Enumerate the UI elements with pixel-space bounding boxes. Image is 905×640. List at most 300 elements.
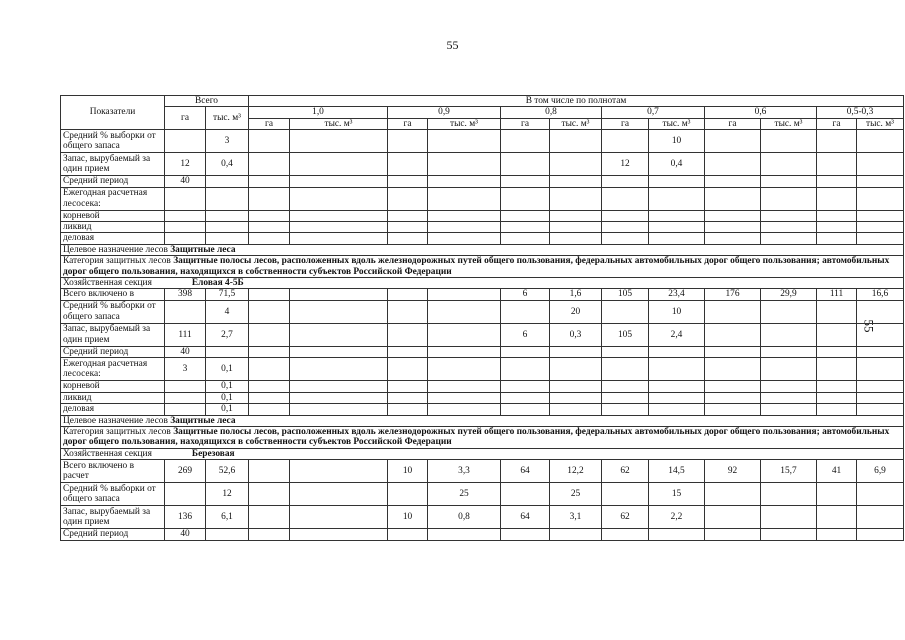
table-cell: 3 <box>206 130 249 153</box>
table-cell <box>249 130 290 153</box>
table-cell <box>428 222 501 233</box>
table-cell <box>761 346 817 357</box>
table-cell <box>550 392 602 403</box>
table-cell: 14,5 <box>649 460 705 483</box>
table-cell <box>761 222 817 233</box>
table-cell <box>290 153 388 176</box>
row-label: Средний период <box>61 346 165 357</box>
table-cell <box>817 300 857 323</box>
table-cell <box>649 392 705 403</box>
table-cell <box>817 506 857 529</box>
table-cell <box>817 176 857 187</box>
table-cell <box>602 529 649 540</box>
table-cell <box>550 130 602 153</box>
table-cell <box>602 233 649 244</box>
table-cell: 71,5 <box>206 289 249 300</box>
table-cell: 12 <box>602 153 649 176</box>
table-cell <box>428 404 501 415</box>
table-cell <box>761 358 817 381</box>
table-cell <box>428 358 501 381</box>
table-cell <box>705 392 761 403</box>
table-cell <box>388 404 428 415</box>
table-cell <box>290 483 388 506</box>
header-m3: тыс. м³ <box>761 118 817 129</box>
table-cell <box>705 187 761 210</box>
table-cell: 0,1 <box>206 392 249 403</box>
table-row <box>61 529 904 540</box>
table-cell: 23,4 <box>649 289 705 300</box>
table-cell <box>649 529 705 540</box>
table-cell <box>501 222 550 233</box>
table-cell <box>857 210 904 221</box>
table-cell <box>428 529 501 540</box>
table-cell <box>428 130 501 153</box>
table-cell <box>501 176 550 187</box>
table-cell: 136 <box>165 506 206 529</box>
table-cell <box>290 358 388 381</box>
table-cell <box>249 529 290 540</box>
table-cell <box>249 392 290 403</box>
table-cell <box>550 381 602 392</box>
table-cell <box>388 358 428 381</box>
table-cell <box>761 130 817 153</box>
table-cell: 6,9 <box>857 460 904 483</box>
header-m3: тыс. м³ <box>649 118 705 129</box>
section-category <box>61 426 904 448</box>
table-cell <box>649 210 705 221</box>
table-cell <box>857 358 904 381</box>
table-cell <box>249 187 290 210</box>
row-label: деловая <box>61 404 165 415</box>
table-cell <box>817 404 857 415</box>
page-number: 55 <box>446 38 459 52</box>
table-cell <box>705 483 761 506</box>
table-cell <box>388 346 428 357</box>
table-cell: 105 <box>602 323 649 346</box>
table-cell: 40 <box>165 529 206 540</box>
table-cell <box>649 176 705 187</box>
table-cell <box>705 346 761 357</box>
table-cell <box>602 222 649 233</box>
table-cell <box>550 187 602 210</box>
table-cell: 3,3 <box>428 460 501 483</box>
side-page-number: 55 <box>861 319 877 333</box>
table-cell <box>857 187 904 210</box>
table-cell <box>165 130 206 153</box>
table-cell <box>428 323 501 346</box>
table-cell <box>206 529 249 540</box>
row-label: корневой <box>61 210 165 221</box>
table-cell: 41 <box>817 460 857 483</box>
table-row <box>61 381 904 392</box>
table-cell <box>857 130 904 153</box>
row-label: Средний % выборки от общего запаса <box>61 130 165 153</box>
section-purpose-row <box>61 244 904 255</box>
table-cell: 6 <box>501 289 550 300</box>
table-cell <box>705 210 761 221</box>
table-row <box>61 346 904 357</box>
table-cell <box>857 529 904 540</box>
table-cell: 6 <box>501 323 550 346</box>
table-cell: 64 <box>501 460 550 483</box>
table-cell <box>290 222 388 233</box>
table-cell <box>761 506 817 529</box>
table-row <box>61 358 904 381</box>
header-indicators: Показатели <box>61 96 165 130</box>
table-cell <box>290 300 388 323</box>
row-label: Средний период <box>61 176 165 187</box>
table-cell: 0,3 <box>550 323 602 346</box>
table-cell <box>165 381 206 392</box>
table-cell <box>705 153 761 176</box>
table-cell <box>290 130 388 153</box>
table-cell <box>501 404 550 415</box>
table-cell <box>249 300 290 323</box>
table-cell <box>290 392 388 403</box>
table-cell <box>249 358 290 381</box>
row-label: Запас, вырубаемый за один прием <box>61 323 165 346</box>
section-purpose-row <box>61 415 904 426</box>
header-total-m3: тыс. м³ <box>206 107 249 130</box>
table-cell <box>857 233 904 244</box>
table-row <box>61 483 904 506</box>
table-cell: 16,6 <box>857 289 904 300</box>
table-cell <box>550 529 602 540</box>
table-cell: 0,4 <box>649 153 705 176</box>
table-cell: 10 <box>649 130 705 153</box>
table-cell <box>165 233 206 244</box>
table-cell <box>206 176 249 187</box>
table-cell: 40 <box>165 176 206 187</box>
table-cell <box>550 346 602 357</box>
table-cell <box>501 300 550 323</box>
row-label: Средний % выборки от общего запаса <box>61 483 165 506</box>
table-cell <box>817 529 857 540</box>
row-label: деловая <box>61 233 165 244</box>
table-cell: 40 <box>165 346 206 357</box>
table-cell <box>165 300 206 323</box>
section-category-label: Категория защитных лесов <box>63 426 171 437</box>
table-cell <box>602 187 649 210</box>
section-category-row <box>61 256 904 278</box>
section-purpose <box>61 415 904 426</box>
table-cell <box>649 233 705 244</box>
table-cell: 398 <box>165 289 206 300</box>
table-cell <box>165 210 206 221</box>
table-cell <box>857 392 904 403</box>
table-cell <box>388 187 428 210</box>
table-cell <box>705 130 761 153</box>
header-density: 0,8 <box>501 107 602 118</box>
table-row <box>61 289 904 300</box>
table-cell <box>857 153 904 176</box>
table-cell <box>761 392 817 403</box>
section-purpose-label: Целевое назначение лесов <box>63 415 168 426</box>
header-m3: тыс. м³ <box>550 118 602 129</box>
table-cell: 10 <box>388 460 428 483</box>
table-cell <box>705 529 761 540</box>
table-cell <box>428 392 501 403</box>
table-cell <box>705 300 761 323</box>
table-cell <box>817 392 857 403</box>
table-cell <box>501 233 550 244</box>
table-cell <box>428 346 501 357</box>
table-cell <box>857 323 904 346</box>
table-cell <box>249 460 290 483</box>
table-row <box>61 222 904 233</box>
table-cell: 269 <box>165 460 206 483</box>
table-cell <box>501 529 550 540</box>
table-row <box>61 210 904 221</box>
table-cell <box>290 506 388 529</box>
table-cell: 1,6 <box>550 289 602 300</box>
table-cell <box>817 210 857 221</box>
table-cell <box>761 153 817 176</box>
table-cell <box>428 289 501 300</box>
table-cell: 111 <box>165 323 206 346</box>
table-cell <box>249 323 290 346</box>
table-cell <box>428 187 501 210</box>
table-cell: 6,1 <box>206 506 249 529</box>
table-cell <box>817 222 857 233</box>
table-cell: 20 <box>550 300 602 323</box>
table-cell <box>206 187 249 210</box>
table-cell <box>249 176 290 187</box>
row-label: Запас, вырубаемый за один прием <box>61 506 165 529</box>
table-cell <box>388 300 428 323</box>
table-cell <box>249 506 290 529</box>
header-m3: тыс. м³ <box>428 118 501 129</box>
table-row <box>61 392 904 403</box>
header-density: 0,9 <box>388 107 501 118</box>
table-cell <box>602 176 649 187</box>
section-purpose-value: Защитные леса <box>170 415 236 426</box>
table-cell <box>206 210 249 221</box>
table-cell <box>761 323 817 346</box>
table-cell <box>602 483 649 506</box>
table-cell <box>428 210 501 221</box>
table-cell <box>602 392 649 403</box>
row-label: ликвид <box>61 392 165 403</box>
table-row <box>61 404 904 415</box>
section-name-label: Хозяйственная секция <box>63 278 152 289</box>
table-cell <box>206 346 249 357</box>
table-cell <box>761 404 817 415</box>
section-name-row <box>61 448 904 459</box>
table-cell <box>705 404 761 415</box>
table-cell <box>857 506 904 529</box>
table-cell: 64 <box>501 506 550 529</box>
table-row <box>61 187 904 210</box>
table-cell <box>817 483 857 506</box>
table-cell <box>761 233 817 244</box>
table-cell <box>857 222 904 233</box>
table-row <box>61 506 904 529</box>
section-name <box>61 278 904 289</box>
table-cell <box>428 153 501 176</box>
table-cell: 29,9 <box>761 289 817 300</box>
table-cell: 2,2 <box>649 506 705 529</box>
table-cell <box>388 529 428 540</box>
table-cell <box>501 130 550 153</box>
table-cell <box>761 210 817 221</box>
table-cell <box>290 210 388 221</box>
table-cell: 12 <box>206 483 249 506</box>
table-cell <box>249 289 290 300</box>
table-cell <box>602 358 649 381</box>
table-cell <box>761 187 817 210</box>
row-label: ликвид <box>61 222 165 233</box>
table-cell <box>249 381 290 392</box>
section-name-value: Еловая 4-5Б <box>191 278 244 289</box>
table-cell <box>501 483 550 506</box>
table-cell <box>857 176 904 187</box>
table-cell <box>290 460 388 483</box>
table-cell <box>501 153 550 176</box>
table-cell <box>817 381 857 392</box>
table-cell <box>550 210 602 221</box>
section-category-value: Защитные полосы лесов, расположенных вдоль железнодорожных путей общего пользования, федеральных автомобильных дорог общего пользования; автомобильных дорог общего пользования, находящихся в собственности субъектов Российской Федерации <box>63 256 890 277</box>
table-cell <box>602 130 649 153</box>
header-total: Всего <box>165 96 249 107</box>
header-density: 0,6 <box>705 107 817 118</box>
table-cell <box>249 233 290 244</box>
table-cell <box>817 187 857 210</box>
table-cell: 15,7 <box>761 460 817 483</box>
table-cell <box>649 381 705 392</box>
table-cell <box>550 222 602 233</box>
table-cell <box>290 381 388 392</box>
section-purpose <box>61 244 904 255</box>
table-cell: 0,1 <box>206 381 249 392</box>
table-cell <box>649 404 705 415</box>
table-cell <box>388 222 428 233</box>
header-ha: га <box>705 118 761 129</box>
row-label: Запас, вырубаемый за один прием <box>61 153 165 176</box>
table-cell <box>761 176 817 187</box>
table-cell: 62 <box>602 506 649 529</box>
table-cell <box>249 222 290 233</box>
table-cell: 62 <box>602 460 649 483</box>
section-name-value: Березовая <box>191 448 235 459</box>
table-cell <box>501 210 550 221</box>
table-cell <box>817 358 857 381</box>
header-ha: га <box>501 118 550 129</box>
header-density: 0,7 <box>602 107 705 118</box>
header-total-ha: га <box>165 107 206 130</box>
table-cell <box>428 233 501 244</box>
table-cell <box>705 323 761 346</box>
table-cell <box>705 506 761 529</box>
table-cell <box>428 381 501 392</box>
table-cell <box>165 483 206 506</box>
table-cell: 0,8 <box>428 506 501 529</box>
table-cell <box>290 529 388 540</box>
row-label: корневой <box>61 381 165 392</box>
table-cell: 52,6 <box>206 460 249 483</box>
table-cell <box>290 176 388 187</box>
table-cell: 12 <box>165 153 206 176</box>
section-name <box>61 448 904 459</box>
table-cell <box>249 346 290 357</box>
table-cell <box>550 404 602 415</box>
table-row <box>61 233 904 244</box>
header-density: 1,0 <box>249 107 388 118</box>
table-cell: 2,4 <box>649 323 705 346</box>
table-cell: 0,1 <box>206 404 249 415</box>
table-cell <box>206 233 249 244</box>
header-ha: га <box>388 118 428 129</box>
table-cell: 25 <box>428 483 501 506</box>
table-cell <box>602 210 649 221</box>
table-cell <box>761 483 817 506</box>
table-cell: 176 <box>705 289 761 300</box>
table-cell <box>857 381 904 392</box>
table-cell <box>602 300 649 323</box>
table-row <box>61 323 904 346</box>
table-cell <box>705 358 761 381</box>
table-cell <box>857 346 904 357</box>
header-by-density: В том числе по полнотам <box>249 96 904 107</box>
header-density: 0,5-0,3 <box>817 107 904 118</box>
table-cell <box>761 381 817 392</box>
table-cell <box>817 323 857 346</box>
table-cell: 10 <box>388 506 428 529</box>
header-m3: тыс. м³ <box>290 118 388 129</box>
row-label: Всего включено в <box>61 289 165 300</box>
table-row <box>61 153 904 176</box>
table-cell <box>206 222 249 233</box>
table-cell <box>602 404 649 415</box>
table-cell <box>649 222 705 233</box>
header-ha: га <box>602 118 649 129</box>
table-cell <box>857 483 904 506</box>
table-cell <box>705 233 761 244</box>
table-cell <box>550 233 602 244</box>
table-cell <box>705 381 761 392</box>
table-cell <box>857 404 904 415</box>
table-cell <box>550 153 602 176</box>
table-cell <box>388 483 428 506</box>
header-ha: га <box>817 118 857 129</box>
section-category-value: Защитные полосы лесов, расположенных вдоль железнодорожных путей общего пользования, федеральных автомобильных дорог общего пользования; автомобильных дорог общего пользования, находящихся в собственности субъектов Российской Федерации <box>63 426 890 448</box>
table-cell <box>388 289 428 300</box>
table-cell <box>388 176 428 187</box>
table-cell: 2,7 <box>206 323 249 346</box>
row-label: Ежегодная расчетная лесосека: <box>61 358 165 381</box>
row-label: Средний период <box>61 529 165 540</box>
table-cell <box>501 392 550 403</box>
table-cell <box>705 222 761 233</box>
table-cell <box>817 153 857 176</box>
table-cell <box>388 130 428 153</box>
table-cell <box>290 323 388 346</box>
table-cell <box>761 529 817 540</box>
table-cell <box>165 404 206 415</box>
table-cell <box>857 300 904 323</box>
section-name-row <box>61 278 904 289</box>
table-cell <box>165 392 206 403</box>
table-cell <box>761 300 817 323</box>
table-cell <box>388 210 428 221</box>
table-cell: 25 <box>550 483 602 506</box>
table-row <box>61 300 904 323</box>
table-cell: 3,1 <box>550 506 602 529</box>
table-cell <box>550 358 602 381</box>
table-cell <box>817 346 857 357</box>
table-cell <box>649 358 705 381</box>
header-ha: га <box>249 118 290 129</box>
